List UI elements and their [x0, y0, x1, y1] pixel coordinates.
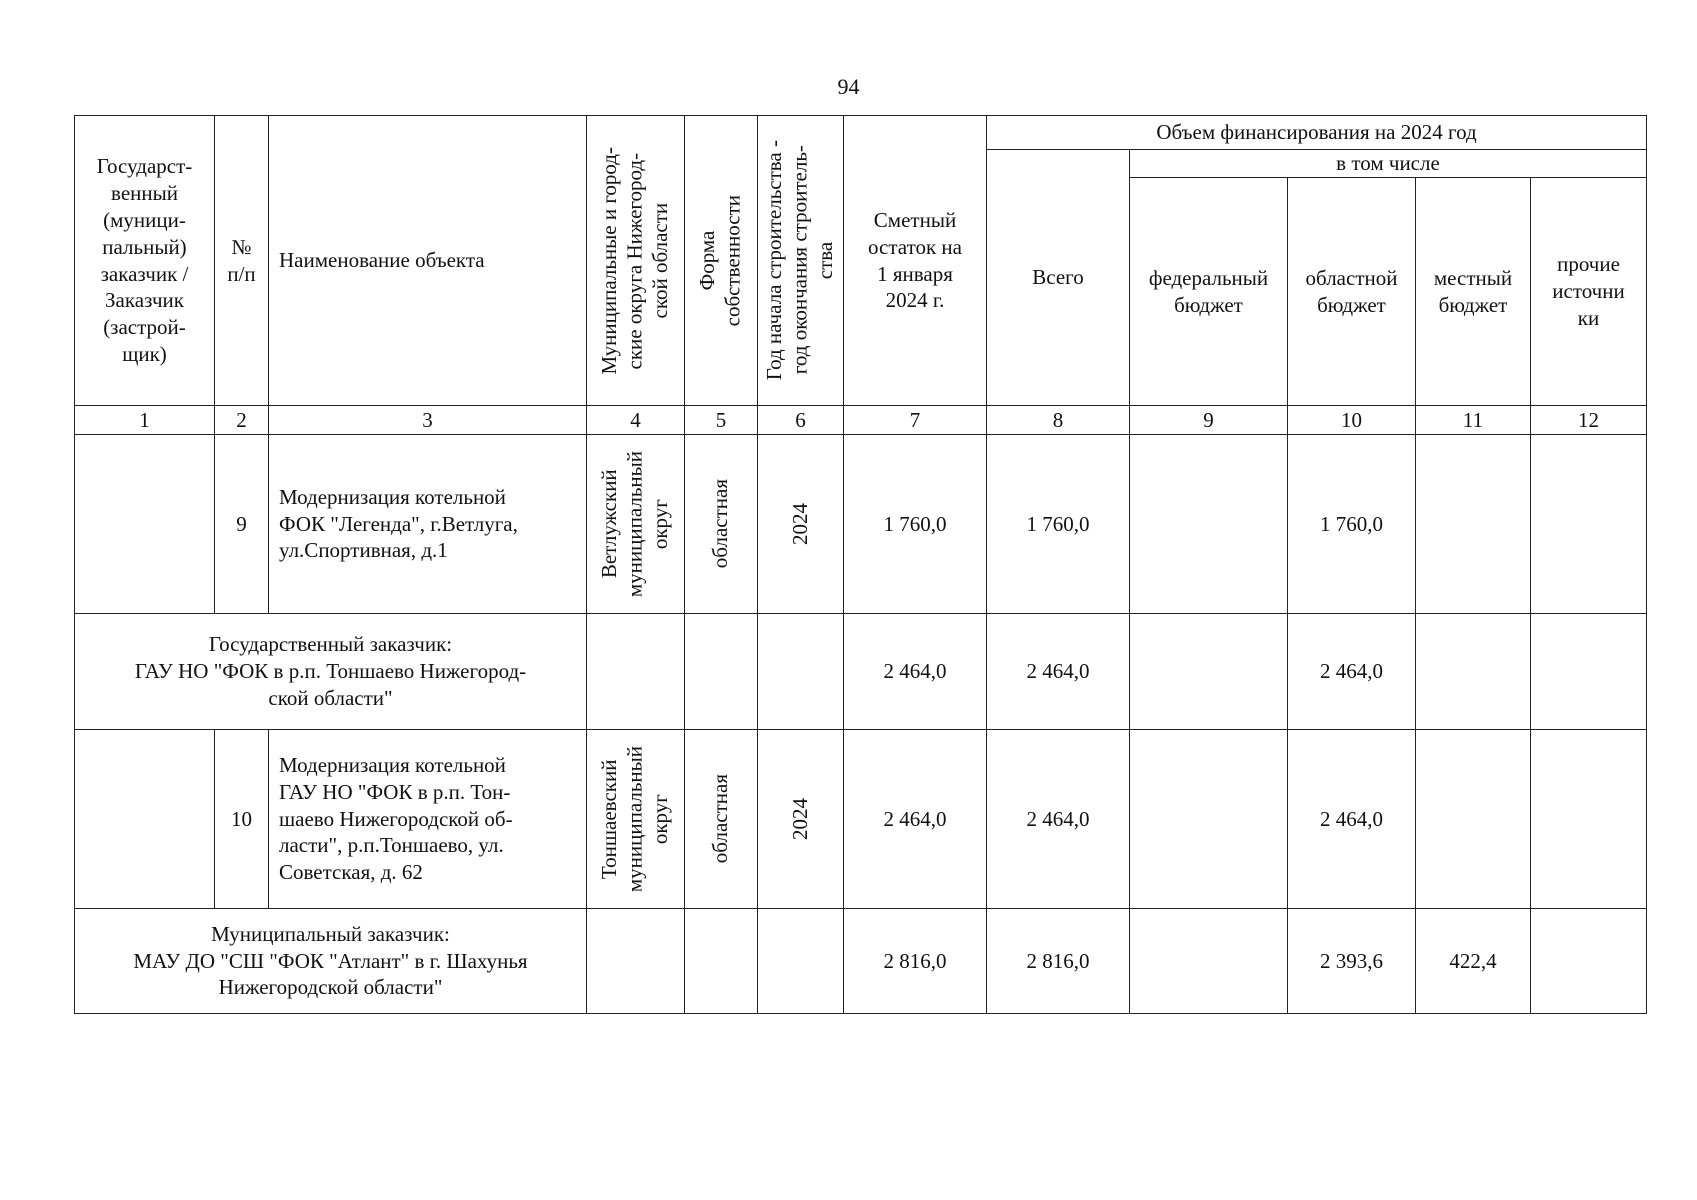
estimate-value: 2 464,0	[844, 614, 987, 730]
federal-value	[1130, 435, 1288, 614]
local-value	[1416, 614, 1531, 730]
header-district: Муниципальные и город- ские округа Нижегород- ской области	[597, 146, 673, 375]
header-row-top	[75, 116, 1647, 150]
other-value	[1531, 730, 1647, 909]
other-value	[1531, 614, 1647, 730]
header-funding-group: Объем финансирования на 2024 год	[987, 116, 1647, 150]
empty-cell	[587, 909, 685, 1014]
header-object-name: Наименование объекта	[269, 116, 587, 406]
header-including: в том числе	[1130, 150, 1647, 178]
column-number: 11	[1416, 406, 1531, 435]
empty-cell	[758, 614, 844, 730]
total-value: 1 760,0	[987, 435, 1130, 614]
federal-value	[1130, 909, 1288, 1014]
local-value: 422,4	[1416, 909, 1531, 1014]
object-number: 10	[215, 730, 269, 909]
column-number: 10	[1288, 406, 1416, 435]
page-number: 94	[837, 74, 860, 99]
object-district-cell	[587, 435, 685, 614]
other-value	[1531, 435, 1647, 614]
federal-value	[1130, 730, 1288, 909]
total-value: 2 464,0	[987, 730, 1130, 909]
column-number: 2	[215, 406, 269, 435]
customer-cell-empty	[75, 730, 215, 909]
object-ownership: областная	[708, 479, 733, 569]
object-row	[75, 435, 1647, 614]
object-name: Модернизация котельной ФОК "Легенда", г.Ветлуга, ул.Спортивная, д.1	[269, 435, 587, 614]
object-years: 2024	[787, 798, 812, 840]
object-years-cell	[758, 435, 844, 614]
regional-value: 2 464,0	[1288, 614, 1416, 730]
empty-cell	[685, 909, 758, 1014]
object-district-cell	[587, 730, 685, 909]
object-ownership: областная	[708, 774, 733, 864]
regional-value: 2 464,0	[1288, 730, 1416, 909]
customer-row	[75, 909, 1647, 1014]
column-number: 7	[844, 406, 987, 435]
object-district: Тоншаевский муниципальный округ	[597, 745, 673, 893]
object-number: 9	[215, 435, 269, 614]
financing-table	[74, 115, 1647, 1014]
local-value	[1416, 435, 1531, 614]
estimate-value: 2 816,0	[844, 909, 987, 1014]
customer-name: Государственный заказчик: ГАУ НО "ФОК в р.п. Тоншаево Нижегород- ской области"	[75, 614, 587, 730]
customer-row	[75, 614, 1647, 730]
object-years-cell	[758, 730, 844, 909]
local-value	[1416, 730, 1531, 909]
header-other: прочие источни ки	[1531, 178, 1647, 406]
total-value: 2 464,0	[987, 614, 1130, 730]
estimate-value: 1 760,0	[844, 435, 987, 614]
column-number: 4	[587, 406, 685, 435]
empty-cell	[758, 909, 844, 1014]
header-ownership: Форма собственности	[695, 194, 745, 327]
customer-name: Муниципальный заказчик: МАУ ДО "СШ "ФОК "Атлант" в г. Шахунья Нижегородской области"	[75, 909, 587, 1014]
object-ownership-cell	[685, 435, 758, 614]
header-local: местный бюджет	[1416, 178, 1531, 406]
header-total: Всего	[987, 150, 1130, 406]
total-value: 2 816,0	[987, 909, 1130, 1014]
header-years-cell	[758, 116, 844, 406]
header-district-cell	[587, 116, 685, 406]
object-ownership-cell	[685, 730, 758, 909]
column-number: 3	[269, 406, 587, 435]
other-value	[1531, 909, 1647, 1014]
header-federal: федеральный бюджет	[1130, 178, 1288, 406]
header-number: № п/п	[215, 116, 269, 406]
regional-value: 1 760,0	[1288, 435, 1416, 614]
object-years: 2024	[787, 503, 812, 545]
column-number: 9	[1130, 406, 1288, 435]
regional-value: 2 393,6	[1288, 909, 1416, 1014]
header-ownership-cell	[685, 116, 758, 406]
object-name: Модернизация котельной ГАУ НО "ФОК в р.п. Тон- шаево Нижегородской об- ласти", р.п.Тоншаево, ул. Советская, д. 62	[269, 730, 587, 909]
object-row	[75, 730, 1647, 909]
header-regional: областной бюджет	[1288, 178, 1416, 406]
column-number: 8	[987, 406, 1130, 435]
header-estimate: Сметный остаток на 1 января 2024 г.	[844, 116, 987, 406]
column-number-row	[75, 406, 1647, 435]
empty-cell	[587, 614, 685, 730]
header-customer: Государст- венный (муници- пальный) заказчик / Заказчик (застрой- щик)	[75, 116, 215, 406]
column-number: 1	[75, 406, 215, 435]
federal-value	[1130, 614, 1288, 730]
header-years: Год начала строительства - год окончания строитель- ства	[762, 140, 838, 381]
column-number: 5	[685, 406, 758, 435]
customer-cell-empty	[75, 435, 215, 614]
column-number: 12	[1531, 406, 1647, 435]
column-number: 6	[758, 406, 844, 435]
empty-cell	[685, 614, 758, 730]
estimate-value: 2 464,0	[844, 730, 987, 909]
object-district: Ветлужский муниципальный округ	[597, 450, 673, 598]
